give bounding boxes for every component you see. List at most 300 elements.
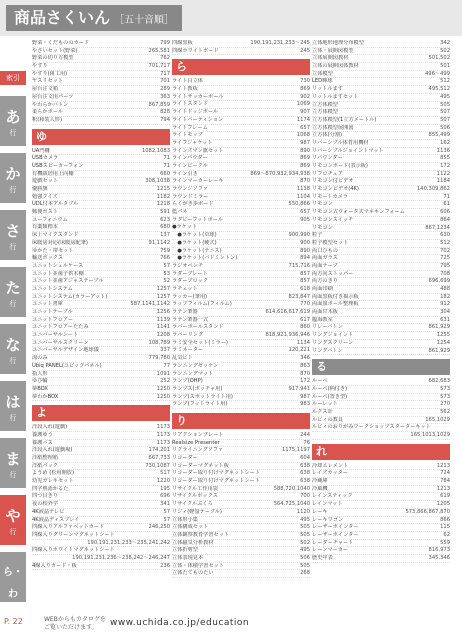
entry-name: リコーダー取り付けマグネットシート [172,470,261,477]
entry-name: レインスティック [312,493,353,500]
index-entry [32,332,170,340]
entry-pages: 1250 [156,385,170,392]
entry-pages: 507 [440,109,450,116]
index-entry [172,455,310,463]
index-entry [172,232,310,240]
entry-pages: 1174 [296,116,310,123]
index-entry [32,271,170,279]
entry-name: 柔らかボール [32,109,64,116]
entry-pages: 894 [300,255,310,262]
entry-pages: 495 [300,516,310,523]
entry-name: ラインパウダー [172,155,208,162]
entry-pages: 588,720,1040 [273,485,310,492]
entry-name: 立体たてものたい [172,570,214,577]
entry-pages: 505 [300,524,310,531]
entry-pages: 1254 [436,339,450,346]
index-entry [172,40,310,48]
entry-pages: 682,683 [428,378,450,385]
entry-name: ライトサッカーボール [172,93,224,100]
kana-tab-label: さ [5,222,21,240]
entry-name: ラチェット [172,285,198,292]
entry-name: ラテン楽器一式 [172,316,209,323]
kana-tab-1[interactable] [0,96,26,146]
kana-section-header: ゆ [32,129,170,145]
entry-pages: 863 [300,362,310,369]
entry-pages: 770 [300,301,310,308]
kana-tab-8[interactable] [0,495,26,545]
kana-tab-5[interactable] [0,324,26,374]
index-entry [32,532,170,540]
entry-pages: 983 [300,401,310,408]
entry-name: 両面甘木板 [312,309,338,316]
entry-name: ライフジャケット [172,139,213,146]
entry-pages: 562 [440,408,450,415]
index-entry [32,178,170,186]
kana-tab-label: ら・わ [3,567,23,600]
index-entry [32,255,170,263]
entry-pages: 559 [440,539,450,546]
entry-pages: 717 [160,70,170,77]
entry-name: 立体の展開図体教材 [312,63,359,70]
entry-name: ゆかた・帯セット [32,247,74,254]
index-entry [32,378,170,386]
entry-name: リモコン [312,201,333,208]
entry-name: レーキワゴン [312,516,344,523]
entry-pages [308,224,310,231]
index-entry [172,263,310,271]
entry-name: 洋段入れ(遊戯) [32,424,68,431]
entry-pages: 1136 [436,147,450,154]
index-entry [172,517,310,525]
index-entry [172,101,310,109]
entry-pages: 1257 [156,293,170,300]
entry-pages: 1220 [156,478,170,485]
kana-tab-3[interactable] [0,210,26,260]
index-entry [312,540,450,548]
entry-pages: 724 [440,470,450,477]
index-entry [312,132,450,140]
entry-name: ラインビークル [172,162,208,169]
entry-pages: 867,1234 [425,224,450,231]
entry-name: 屋台注文箱 [32,86,58,93]
entry-pages: 1173 [156,439,170,446]
entry-name: リバーシブルジョイントマット [312,147,384,154]
kana-tab-label: あ [5,108,21,126]
entry-name: 4線入りカード・板 [32,562,77,569]
index-entry [312,178,450,186]
entry-name: 立体展開図教材 [312,55,349,62]
index-entry [172,48,310,56]
entry-name: リモコンボード(表示板) [312,163,368,169]
index-entry [312,248,450,256]
index-entry [312,171,450,179]
index-entry [312,417,450,425]
entry-name: ラダーブロック [172,278,208,285]
index-entry [172,155,310,163]
index-entry [172,378,310,386]
entry-name: ユニットシステム [32,285,73,292]
entry-name: 勉強クイズ [32,193,58,200]
entry-pages: 57 [163,516,170,523]
entry-name: ルクス計 [312,408,333,415]
entry-name: LED輝球 [312,78,333,85]
entry-pages: 165,1029 [425,416,450,423]
entry-name: Ubiq PANEL(ユビックパネル) [32,362,102,369]
entry-name: 立体模型 [312,70,333,77]
entry-pages: 341 [160,501,170,508]
entry-pages: 618 [300,285,310,292]
index-entry [172,271,310,279]
entry-name: UDL付本アルタブル [32,201,79,208]
kana-tab-7[interactable] [0,438,26,488]
index-entry [312,225,450,233]
entry-pages: 174,201 [148,447,170,454]
kana-tab-4[interactable] [0,267,26,317]
index-entry [172,309,310,317]
entry-name: 立体観察教育学習セット [172,531,230,538]
entry-pages: 1175,1197 [281,447,310,454]
entry-pages: 638 [300,478,310,485]
entry-name: リレーバトン [312,324,343,331]
entry-name: やさいセット(野菜) [32,47,78,54]
entry-pages: 564,725,1040 [273,501,310,508]
entry-name: リングジョイント [312,332,354,339]
entry-pages: 71 [163,155,170,162]
entry-pages: 623 [160,216,170,223]
kana-tab-9[interactable] [0,552,26,615]
entry-name: ルビィのおりがみワークショップスターターキット [312,424,431,431]
index-entry [32,78,170,86]
index-entry [172,501,310,509]
kana-tab-2[interactable] [0,153,26,203]
entry-pages: 172 [300,378,310,385]
entry-name: ユニットテーブル [32,309,73,315]
entry-name: UA門柵 [32,147,50,154]
entry-name: 優勝旗 [32,186,48,192]
entry-pages: 1257 [156,285,170,292]
index-entry [172,532,310,540]
entry-pages: 1139 [156,316,170,323]
index-entry [312,532,450,540]
entry-name: ユニットシステム(カラーアット) [32,293,108,300]
index-entry [32,486,170,494]
entry-pages: 573,866,867,870 [405,508,450,515]
entry-name: リモコン [312,224,333,231]
entry-pages: 270 [440,401,450,408]
entry-name: ライトスタンド [172,101,209,108]
index-entry [32,240,170,248]
entry-pages: 268 [300,570,310,577]
entry-name: レーザーポインター [312,524,359,531]
entry-pages: 702 [440,247,450,254]
kana-tab-sublabel: 行 [9,414,17,422]
entry-pages: 61 [443,201,450,208]
entry-pages: 860 [300,324,310,331]
entry-pages: 619 [440,493,450,500]
index-entry [32,286,170,294]
entry-pages: 502 [300,539,310,546]
entry-name: 立体地形地理分布模型 [312,40,364,46]
footer-url-link[interactable]: www.uchida.co.jp/education [110,618,250,628]
entry-pages: 1213 [436,462,450,469]
entry-pages: 1120 [296,508,310,515]
entry-pages: 245 [300,47,310,54]
footer-note-line2: ご覧いただけます。 [44,624,98,631]
page-number: P. 22 [4,617,23,626]
index-entry [32,501,170,509]
index-entry [172,194,310,202]
entry-pages: 190,191,231,236〜238,242〜246,247 [72,554,170,561]
entry-name: 4K液晶テレビ [32,508,65,515]
entry-pages: 987 [300,393,310,400]
entry-name: ランプ(OHP) [172,378,203,385]
entry-name: レーンマーカー [312,547,349,554]
entry-name: リコーダー [172,455,198,461]
entry-name: リジィ(軽量テーブル) [172,508,222,515]
entry-pages: 1069 [296,101,310,108]
entry-name: レーダーチャート [312,539,354,546]
entry-name: 立体構成セット [172,524,209,531]
entry-pages: 71 [443,193,450,200]
index-entry [312,278,450,286]
index-entry [312,201,450,209]
kana-section-header: れ [312,444,450,460]
kana-tab-6[interactable] [0,381,26,431]
entry-name: ●ラケット [172,224,198,231]
index-entry [172,248,310,256]
index-entry [172,301,310,309]
entry-pages: 857 [300,278,310,285]
index-entry [32,317,170,325]
entry-pages: 799 [160,40,170,46]
index-entry [172,371,310,379]
index-entry [312,78,450,86]
index-entry [172,524,310,532]
entry-name: レーキ [312,508,328,515]
index-entry [32,171,170,179]
index-entry [172,109,310,117]
entry-pages: 71 [163,162,170,169]
index-entry [312,348,450,356]
index-entry [172,432,310,440]
entry-pages: 1173 [156,431,170,438]
entry-pages: 708 [440,270,450,277]
entry-pages: 495 [300,547,310,554]
entry-pages: 120,221 [288,347,310,354]
entry-pages: 91,1142 [148,239,170,246]
entry-pages: 660 [160,170,170,177]
index-entry [312,48,450,56]
entry-pages: 501 [440,63,450,70]
entry-name: ラインマーカーレーキ [172,178,224,185]
entry-pages: 506 [440,124,450,131]
index-entry [32,509,170,517]
index-entry [312,232,450,240]
entry-name: ラテン楽器 [172,309,198,315]
entry-pages: 902 [300,93,310,100]
index-entry [172,340,310,348]
entry-pages: 762 [160,55,170,62]
entry-pages: 779,780 [148,355,170,362]
entry-name: 立方体模型 [312,109,338,116]
index-entry [32,371,170,379]
entry-pages: 617 [300,316,310,323]
index-entry [32,63,170,71]
entry-name: やわらかバトン [32,101,69,108]
footer-note [44,616,106,632]
kana-tab-label: な [5,336,21,354]
kana-tab-sublabel: 行 [9,129,17,137]
entry-pages: 77 [163,362,170,369]
index-entry [312,432,450,440]
entry-pages: 495,512 [428,86,450,93]
entry-pages: 506 [300,554,310,561]
index-entry [172,178,310,186]
entry-pages: 1173 [156,424,170,431]
index-entry [32,432,170,440]
entry-name: 養護ゆう [32,431,53,438]
entry-name: ユニットフロアーたたみ [32,324,89,331]
entry-pages: 715,716 [288,262,310,269]
index-entry [172,547,310,555]
entry-pages: 505 [300,562,310,569]
entry-pages: 505 [440,101,450,108]
index-entry [172,386,310,394]
index-entry [32,540,170,548]
entry-name: 輸送ボックス [32,255,64,262]
entry-name: 四線黒板 [172,40,193,46]
entry-name: ユーフォニウム [32,216,68,223]
entry-pages: 363 [160,93,170,100]
entry-pages: 165,1013,1029 [410,432,450,438]
index-entry [172,324,310,332]
index-entry [32,148,170,156]
entry-pages: 308,1038 [145,178,170,185]
index-entry [172,355,310,363]
entry-name: ルーペ [312,378,328,385]
index-entry [312,271,450,279]
index-entry [32,48,170,56]
index-entry [32,86,170,94]
index-entry [312,463,450,471]
entry-pages: 1182 [156,193,170,200]
entry-pages: 857 [300,270,310,277]
kana-section-header: り [172,413,310,429]
kana-section-header: よ [32,405,170,421]
entry-pages: 1218 [156,201,170,208]
entry-pages: 604 [300,455,310,461]
entry-name: ●ラケット(硬式) [172,239,217,246]
kana-tab-sublabel: 行 [9,471,17,479]
entry-name: Realsize Presenter [172,439,220,446]
entry-pages: 507 [440,116,450,123]
entry-name: 四線入りアルファベットカード [32,524,105,531]
index-entry [32,71,170,79]
entry-pages: 890 [300,247,310,254]
index-entry [32,347,170,355]
index-entry [172,132,310,140]
index-entry [312,240,450,248]
index-entry [172,217,310,225]
index-entry [172,163,310,171]
entry-pages: 912 [440,301,450,308]
entry-name: ライト白立体 [172,78,203,85]
title-text: 商品さくいん [14,8,111,27]
entry-name: 両面黒板付き掲示板 [312,293,359,300]
index-entry [312,324,450,332]
entry-name: ラウンジソファ [172,186,209,192]
entry-pages: 488 [440,286,450,292]
entry-name: ランプ(スポットライト用) [172,393,233,400]
entry-pages: 1255 [436,332,450,339]
entry-name: 養護バス [32,439,53,446]
index-entry [172,363,310,371]
index-entry [32,294,170,302]
index-column-1 [32,40,170,570]
index-entry [32,94,170,102]
entry-pages: 730,1087 [145,462,170,469]
entry-name: リフロチェア [312,170,343,177]
index-entry [312,555,450,563]
entry-pages: 696 [160,493,170,500]
entry-pages: 1138 [296,186,310,192]
entry-pages: 987 [300,139,310,146]
entry-name: USBスピーカーフォン [32,162,84,169]
entry-name: ルーペ(柄付き) [312,385,348,392]
entry-name: 乱気ビト [172,355,193,362]
index-entry [312,509,450,517]
entry-name: ユニバーサルデザイン地球儀 [32,347,99,354]
entry-pages: 1208 [156,332,170,339]
index-entry [172,240,310,248]
entry-name: ラウンドミラー [172,193,209,200]
entry-pages: 900,990 [288,232,310,239]
kana-tab-sublabel: 行 [9,528,17,536]
entry-name: 4K液晶ディスプレイ [32,516,80,523]
entry-name: リモコンビデオ(4K) [312,186,359,193]
entry-pages: 115 [440,524,450,531]
index-entry [32,278,170,286]
entry-pages: 1082,1083 [141,147,170,154]
entry-name: 有薬類標本 [32,224,58,231]
entry-pages: 638 [300,470,310,477]
entry-pages: 784 [440,478,450,485]
entry-name: 幼児ガレキセット [32,478,74,485]
index-entry [32,209,170,217]
index-entry [32,186,170,194]
entry-name: ●ラケット(バドミントン) [172,255,238,262]
entry-name: 立方体模型(1立方メートル) [312,116,377,123]
entry-name: やすり(組工用) [32,70,68,77]
index-entry [312,317,450,325]
entry-pages: 587,1141,1142 [130,301,170,308]
index-entry [312,332,450,340]
index-entry [312,493,450,501]
entry-name: やすり [32,63,48,70]
entry-pages: 550,866 [288,201,310,208]
entry-pages: 236 [160,562,170,569]
index-entry [172,509,310,517]
index-entry [312,194,450,202]
entry-pages: 1104 [296,193,310,200]
index-entry [312,547,450,555]
entry-pages: 190,191,231,233〜235,241,242 [87,539,170,546]
entry-pages: 864 [440,216,450,223]
entry-pages: 573 [440,393,450,400]
entry-pages: 870 [300,178,310,185]
entry-name: 立方体模型展開図 [312,124,354,131]
entry-name: 粒子模型セット [312,239,349,246]
